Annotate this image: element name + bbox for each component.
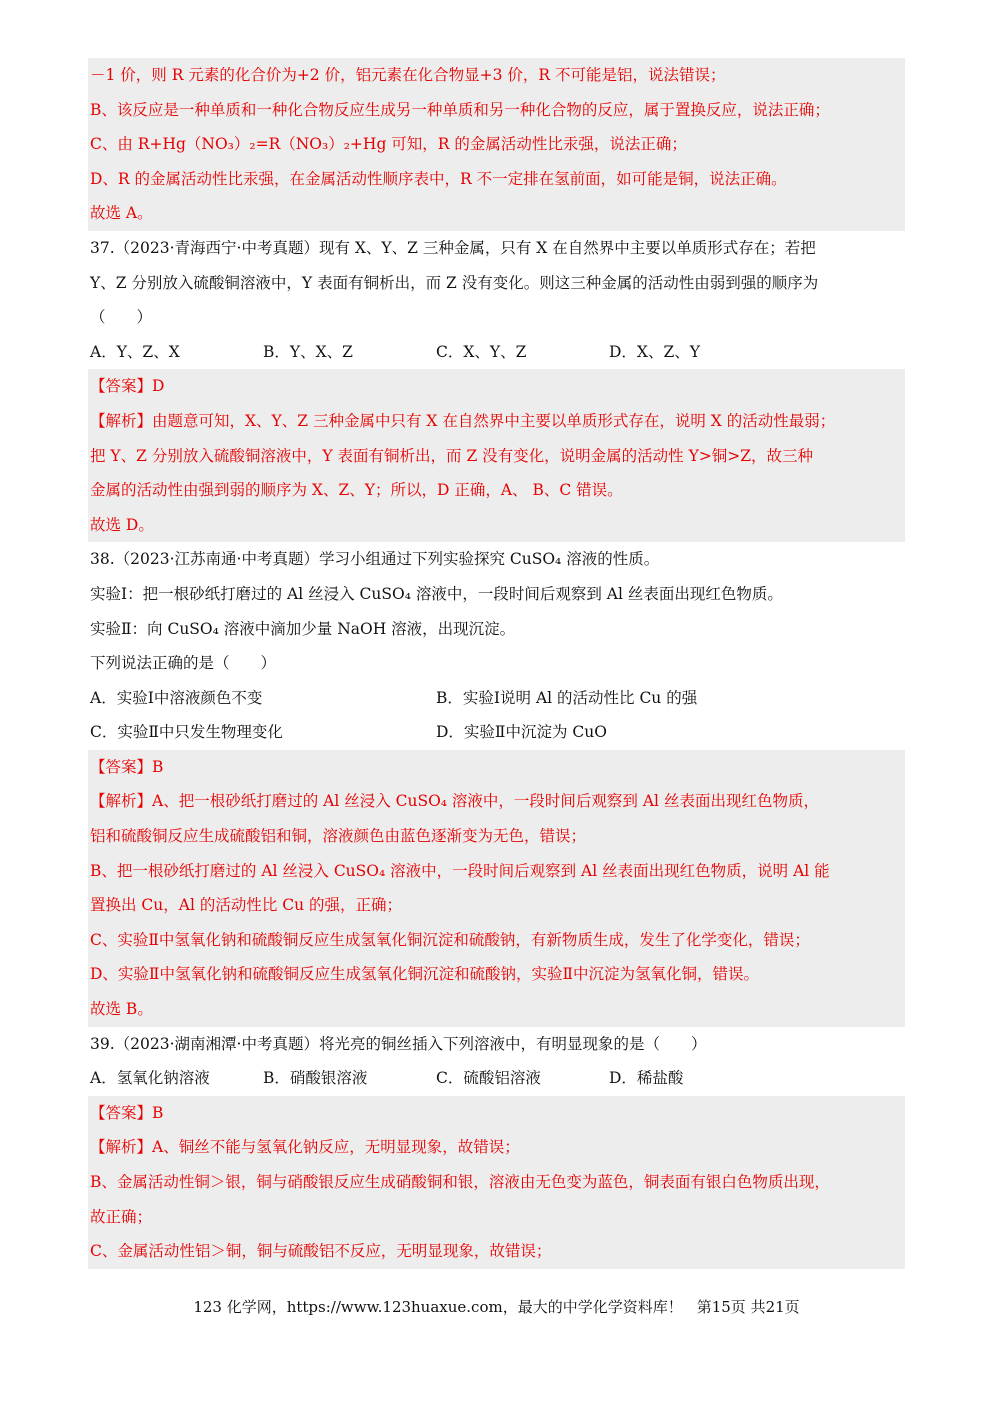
answer-line: B、把一根砂纸打磨过的 Al 丝浸入 CuSO₄ 溶液中，一段时间后观察到 Al 丝表面出现红色物质，说明 Al 能 <box>88 854 905 889</box>
option-item: A．实验Ⅰ中溶液颜色不变 <box>90 688 263 707</box>
answer-line: 【答案】B <box>88 750 905 785</box>
answer-line: D、R 的金属活动性比汞强，在金属活动性顺序表中，R 不一定排在氢前面，如可能是铜，说法正确。 <box>88 162 905 197</box>
answer-line: 【答案】B <box>88 1096 905 1131</box>
option-item: B．Y、X、Z <box>263 342 353 361</box>
question-line: 39.（2023·湖南湘潭·中考真题）将光亮的铜丝插入下列溶液中，有明显现象的是（ ） <box>90 1034 707 1053</box>
question-line: Y、Z 分别放入硫酸铜溶液中，Y 表面有铜析出，而 Z 没有变化。则这三种金属的活动性由弱到强的顺序为 <box>90 273 819 292</box>
answer-line: 故选 D。 <box>88 508 905 543</box>
option-item: A．氢氧化钠溶液 <box>90 1069 210 1088</box>
answer-line: C、由 R+Hg（NO₃）₂=R（NO₃）₂+Hg 可知，R 的金属活动性比汞强，说法正确； <box>88 127 905 162</box>
answer-line: 【答案】D <box>88 369 905 404</box>
question-line: 实验Ⅰ：把一根砂纸打磨过的 Al 丝浸入 CuSO₄ 溶液中，一段时间后观察到 Al 丝表面出现红色物质。 <box>90 584 783 603</box>
answer-line: 铝和硫酸铜反应生成硫酸铝和铜，溶液颜色由蓝色逐渐变为无色，错误； <box>88 819 905 854</box>
answer-line: 【解析】由题意可知，X、Y、Z 三种金属中只有 X 在自然界中主要以单质形式存在，说明 X 的活动性最弱； <box>88 404 905 439</box>
option-item: C．实验Ⅱ中只发生物理变化 <box>90 723 283 742</box>
answer-line: D、实验Ⅱ中氢氧化钠和硫酸铜反应生成氢氧化铜沉淀和硫酸钠，实验Ⅱ中沉淀为氢氧化铜，错误。 <box>88 957 905 992</box>
options-row <box>88 1061 905 1096</box>
answer-line: 故选 A。 <box>88 196 905 231</box>
page-footer <box>0 1296 993 1317</box>
answer-line: 把 Y、Z 分别放入硫酸铜溶液中，Y 表面有铜析出，而 Z 没有变化，说明金属的活动性 Y>铜>Z，故三种 <box>88 439 905 474</box>
footer-site-text: 123 化学网，https://www.123huaxue.com，最大的中学化学资料库！ <box>193 1298 683 1316</box>
question-line: 实验Ⅱ：向 CuSO₄ 溶液中滴加少量 NaOH 溶液，出现沉淀。 <box>90 619 516 638</box>
option-item: B．实验Ⅰ说明 Al 的活动性比 Cu 的强 <box>436 688 698 707</box>
option-item: D．X、Z、Y <box>609 342 700 361</box>
question-line: （ ） <box>90 308 153 327</box>
answer-line: 故选 B。 <box>88 992 905 1027</box>
options-row <box>88 715 905 750</box>
answer-line: 【解析】A、把一根砂纸打磨过的 Al 丝浸入 CuSO₄ 溶液中，一段时间后观察到 Al 丝表面出现红色物质， <box>88 784 905 819</box>
answer-line: C、实验Ⅱ中氢氧化钠和硫酸铜反应生成氢氧化铜沉淀和硫酸钠，有新物质生成，发生了化学变化，错误； <box>88 923 905 958</box>
option-item: D．稀盐酸 <box>609 1069 684 1088</box>
answer-line: C、金属活动性铝＞铜，铜与硫酸铝不反应，无明显现象，故错误； <box>88 1234 905 1269</box>
question-line: 37.（2023·青海西宁·中考真题）现有 X、Y、Z 三种金属，只有 X 在自然界中主要以单质形式存在；若把 <box>90 238 816 257</box>
option-item: B．硝酸银溶液 <box>263 1069 368 1088</box>
answer-line: 【解析】A、铜丝不能与氢氧化钠反应，无明显现象，故错误； <box>88 1130 905 1165</box>
answer-line: B、该反应是一种单质和一种化合物反应生成另一种单质和另一种化合物的反应，属于置换反应，说法正确； <box>88 93 905 128</box>
footer-page-number: 第15页 共21页 <box>696 1298 800 1316</box>
options-row <box>88 681 905 716</box>
option-item: A．Y、Z、X <box>90 342 180 361</box>
option-item: C．X、Y、Z <box>436 342 527 361</box>
document-body <box>88 58 905 1269</box>
answer-line: 故正确； <box>88 1200 905 1235</box>
answer-line: B、金属活动性铜＞银，铜与硝酸银反应生成硝酸铜和银，溶液由无色变为蓝色，铜表面有银白色物质出现， <box>88 1165 905 1200</box>
option-item: C．硫酸铝溶液 <box>436 1069 541 1088</box>
question-line: 下列说法正确的是（ ） <box>90 654 277 673</box>
question-line: 38.（2023·江苏南通·中考真题）学习小组通过下列实验探究 CuSO₄ 溶液的性质。 <box>90 550 660 569</box>
option-item: D．实验Ⅱ中沉淀为 CuO <box>436 723 607 742</box>
answer-line: －1 价，则 R 元素的化合价为+2 价，铝元素在化合物显+3 价，R 不可能是铝，说法错误； <box>88 58 905 93</box>
answer-line: 金属的活动性由强到弱的顺序为 X、Z、Y；所以，D 正确，A、 B、C 错误。 <box>88 473 905 508</box>
answer-line: 置换出 Cu，Al 的活动性比 Cu 的强，正确； <box>88 888 905 923</box>
options-row <box>88 335 905 370</box>
